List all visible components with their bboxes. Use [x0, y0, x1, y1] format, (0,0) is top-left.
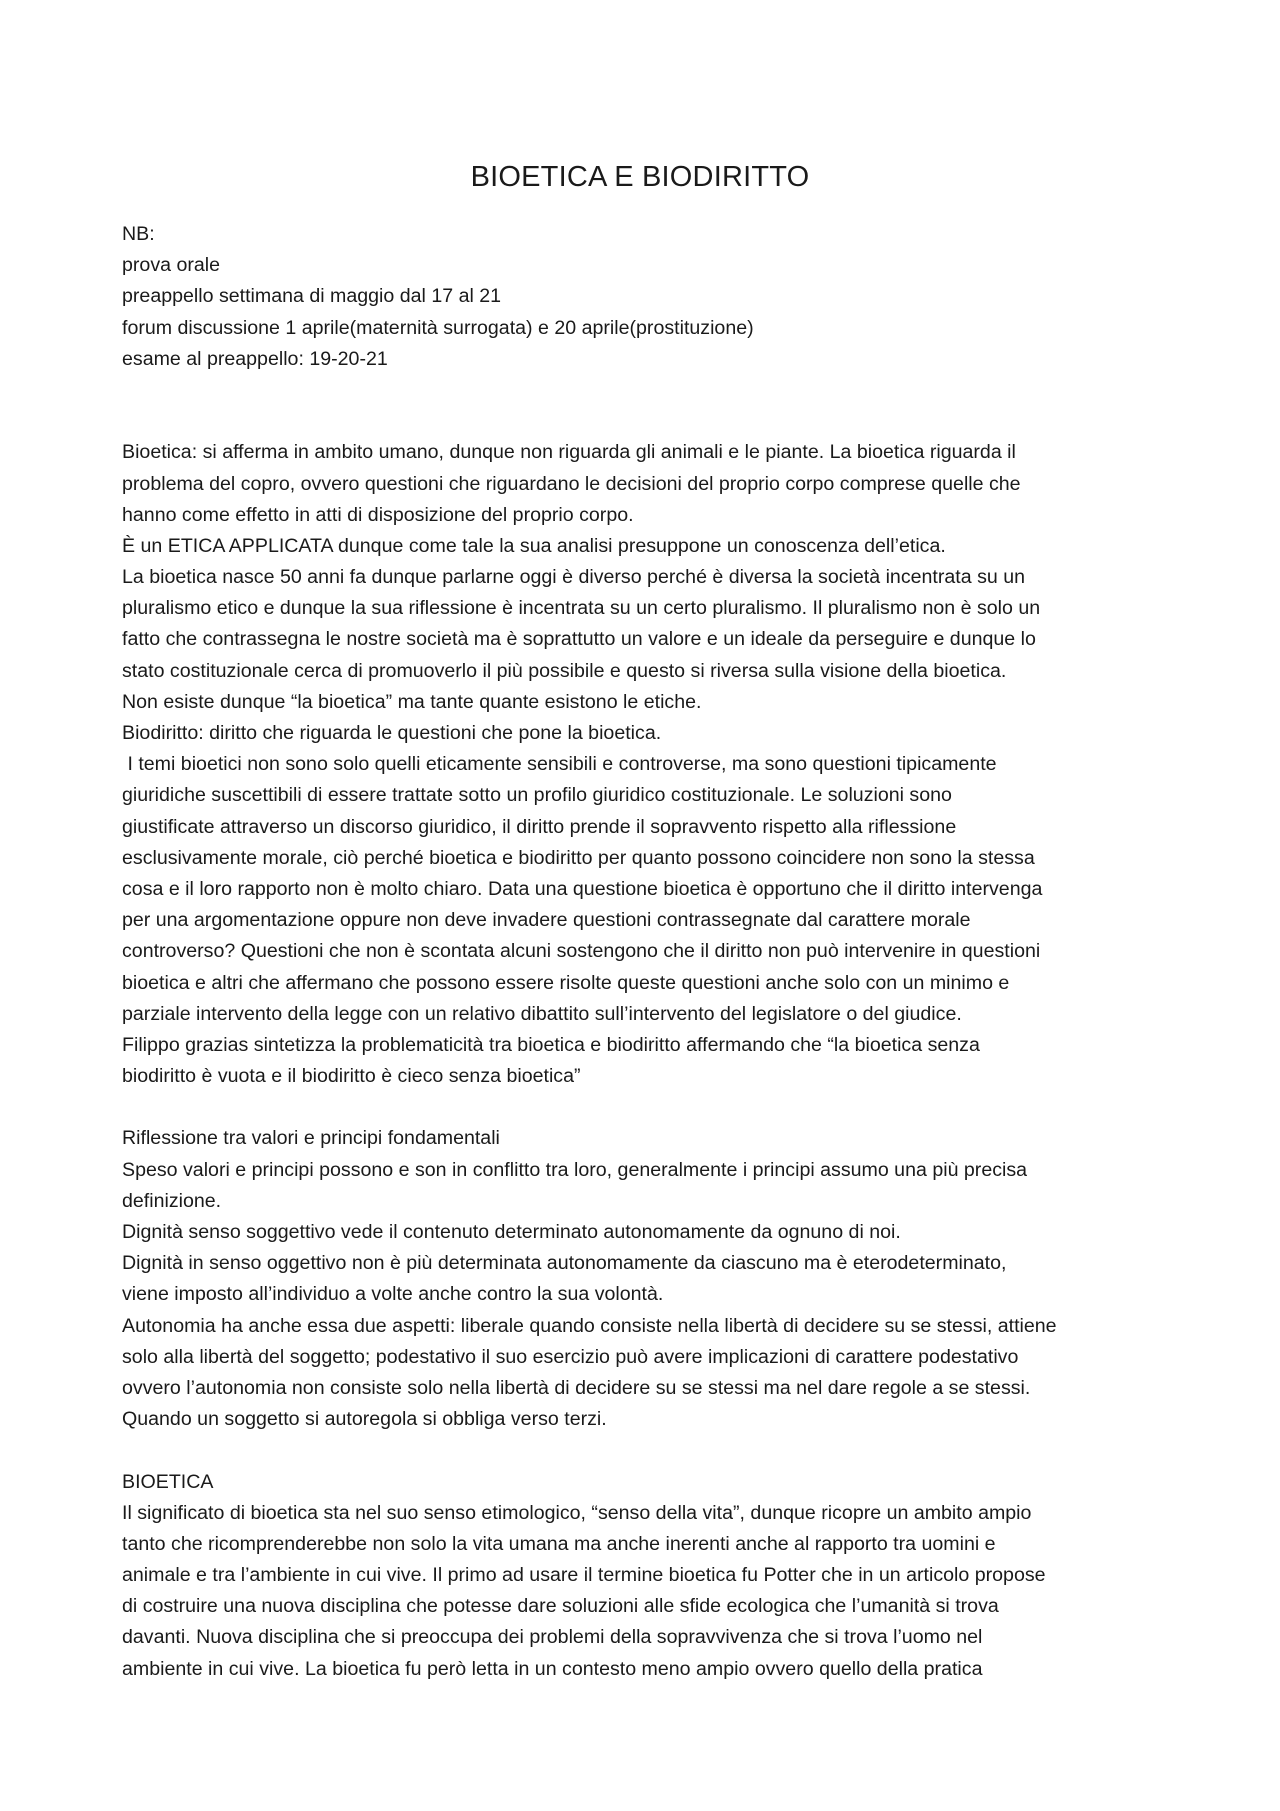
paragraph-line: animale e tra l’ambiente in cui vive. Il primo ad usare il termine bioetica fu Potter che in un articolo propose — [122, 1564, 1046, 1587]
note-line: preappello settimana di maggio dal 17 al 21 — [122, 285, 502, 308]
paragraph-line: Filippo grazias sintetizza la problematicità tra bioetica e biodiritto affermando che “la bioetica senza — [122, 1033, 980, 1056]
paragraph-line: hanno come effetto in atti di disposizione del proprio corpo. — [122, 503, 634, 526]
paragraph-line: Autonomia ha anche essa due aspetti: liberale quando consiste nella libertà di decidere su se stessi, attiene — [122, 1314, 1057, 1337]
spacer — [122, 375, 1172, 406]
spacer — [122, 1092, 1172, 1123]
paragraph-line: esclusivamente morale, ciò perché bioetica e biodiritto per quanto possono coincidere non sono la stessa — [122, 846, 1035, 869]
spacer — [122, 1435, 1172, 1466]
document-title: BIOETICA E BIODIRITTO — [470, 161, 810, 193]
note-line: esame al preappello: 19-20-21 — [122, 347, 388, 370]
paragraph-line: controverso? Questioni che non è scontata alcuni sostengono che il diritto non può intervenire in questioni — [122, 940, 1041, 963]
paragraph-line: solo alla libertà del soggetto; podestativo il suo esercizio può avere implicazioni di carattere podestativo — [122, 1345, 1019, 1368]
paragraph-line: ovvero l’autonomia non consiste solo nella libertà di decidere su se stessi ma nel dare regole a se stessi. — [122, 1376, 1031, 1399]
paragraph-line: problema del copro, ovvero questioni che riguardano le decisioni del proprio corpo comprese quelle che — [122, 472, 1021, 495]
paragraph-line: parziale intervento della legge con un relativo dibattito sull’intervento del legislatore o del giudice. — [122, 1002, 962, 1025]
section-bioetica — [122, 1467, 1172, 1685]
paragraph-line: Il significato di bioetica sta nel suo senso etimologico, “senso della vita”, dunque ricopre un ambito ampio — [122, 1501, 1032, 1524]
paragraph-line: Biodiritto: diritto che riguarda le questioni che pone la bioetica. — [122, 722, 662, 744]
paragraph-line: bioetica e altri che affermano che possono essere risolte queste questioni anche solo con un minimo e — [122, 971, 1010, 994]
paragraph-line: pluralismo etico e dunque la sua riflessione è incentrata su un certo pluralismo. Il pluralismo non è solo un — [122, 597, 1041, 620]
section-heading: BIOETICA — [122, 1470, 214, 1493]
spacer — [122, 406, 1172, 437]
paragraph-line: Speso valori e principi possono e son in conflitto tra loro, generalmente i principi assumo una più precisa — [122, 1158, 1028, 1181]
notes-block — [122, 219, 1172, 375]
paragraph-line: tanto che ricomprenderebbe non solo la vita umana ma anche inerenti anche al rapporto tra uomini e — [122, 1532, 996, 1555]
paragraph-line: ambiente in cui vive. La bioetica fu però letta in un contesto meno ampio ovvero quello della pratica — [122, 1657, 983, 1680]
paragraph-line: cosa e il loro rapporto non è molto chiaro. Data una questione bioetica è opportuno che il diritto intervenga — [122, 877, 1043, 900]
section-bioetica-biodiritto — [122, 437, 1172, 1092]
paragraph-line: stato costituzionale cerca di promuoverlo il più possibile e questo si riversa sulla visione della bioetica. — [122, 659, 1007, 682]
paragraph-line: per una argomentazione oppure non deve invadere questioni contrassegnate dal carattere morale — [122, 909, 971, 932]
paragraph-line: I temi bioetici non sono solo quelli eticamente sensibili e controverse, ma sono questioni tipicamente — [122, 753, 997, 776]
section-heading: Riflessione tra valori e principi fondamentali — [122, 1127, 500, 1150]
paragraph-line: viene imposto all’individuo a volte anche contro la sua volontà. — [122, 1283, 664, 1306]
paragraph-line: fatto che contrassegna le nostre società ma è soprattutto un valore e un ideale da perseguire e dunque lo — [122, 628, 1036, 651]
paragraph-line: La bioetica nasce 50 anni fa dunque parlarne oggi è diverso perché è diversa la società incentrata su un — [122, 566, 1025, 589]
paragraph-line: Dignità in senso oggettivo non è più determinata autonomamente da ciascuno ma è eterodeterminato, — [122, 1252, 1007, 1275]
note-line: forum discussione 1 aprile(maternità surrogata) e 20 aprile(prostituzione) — [122, 316, 754, 339]
note-line: NB: — [122, 223, 155, 245]
note-line: prova orale — [122, 254, 221, 277]
paragraph-line: biodiritto è vuota e il biodiritto è cieco senza bioetica” — [122, 1065, 581, 1088]
paragraph-line: Bioetica: si afferma in ambito umano, dunque non riguarda gli animali e le piante. La bioetica riguarda il — [122, 441, 1016, 464]
paragraph-line: definizione. — [122, 1189, 222, 1212]
paragraph-line: giustificate attraverso un discorso giuridico, il diritto prende il sopravvento rispetto alla riflessione — [122, 815, 957, 838]
paragraph-line: davanti. Nuova disciplina che si preoccupa dei problemi della sopravvivenza che si trova l’uomo nel — [122, 1626, 983, 1649]
paragraph-line: Non esiste dunque “la bioetica” ma tante quante esistono le etiche. — [122, 690, 702, 713]
paragraph-line: giuridiche suscettibili di essere trattate sotto un profilo giuridico costituzionale. Le soluzioni sono — [122, 784, 952, 807]
paragraph-line: È un ETICA APPLICATA dunque come tale la sua analisi presuppone un conoscenza dell’etica. — [122, 534, 946, 557]
paragraph-line: Quando un soggetto si autoregola si obbliga verso terzi. — [122, 1408, 607, 1431]
section-valori-principi — [122, 1123, 1172, 1435]
paragraph-line: di costruire una nuova disciplina che potesse dare soluzioni alle sfide ecologica che l’umanità si trova — [122, 1595, 999, 1618]
document-body — [122, 219, 1172, 1685]
paragraph-line: Dignità senso soggettivo vede il contenuto determinato autonomamente da ognuno di noi. — [122, 1221, 901, 1243]
